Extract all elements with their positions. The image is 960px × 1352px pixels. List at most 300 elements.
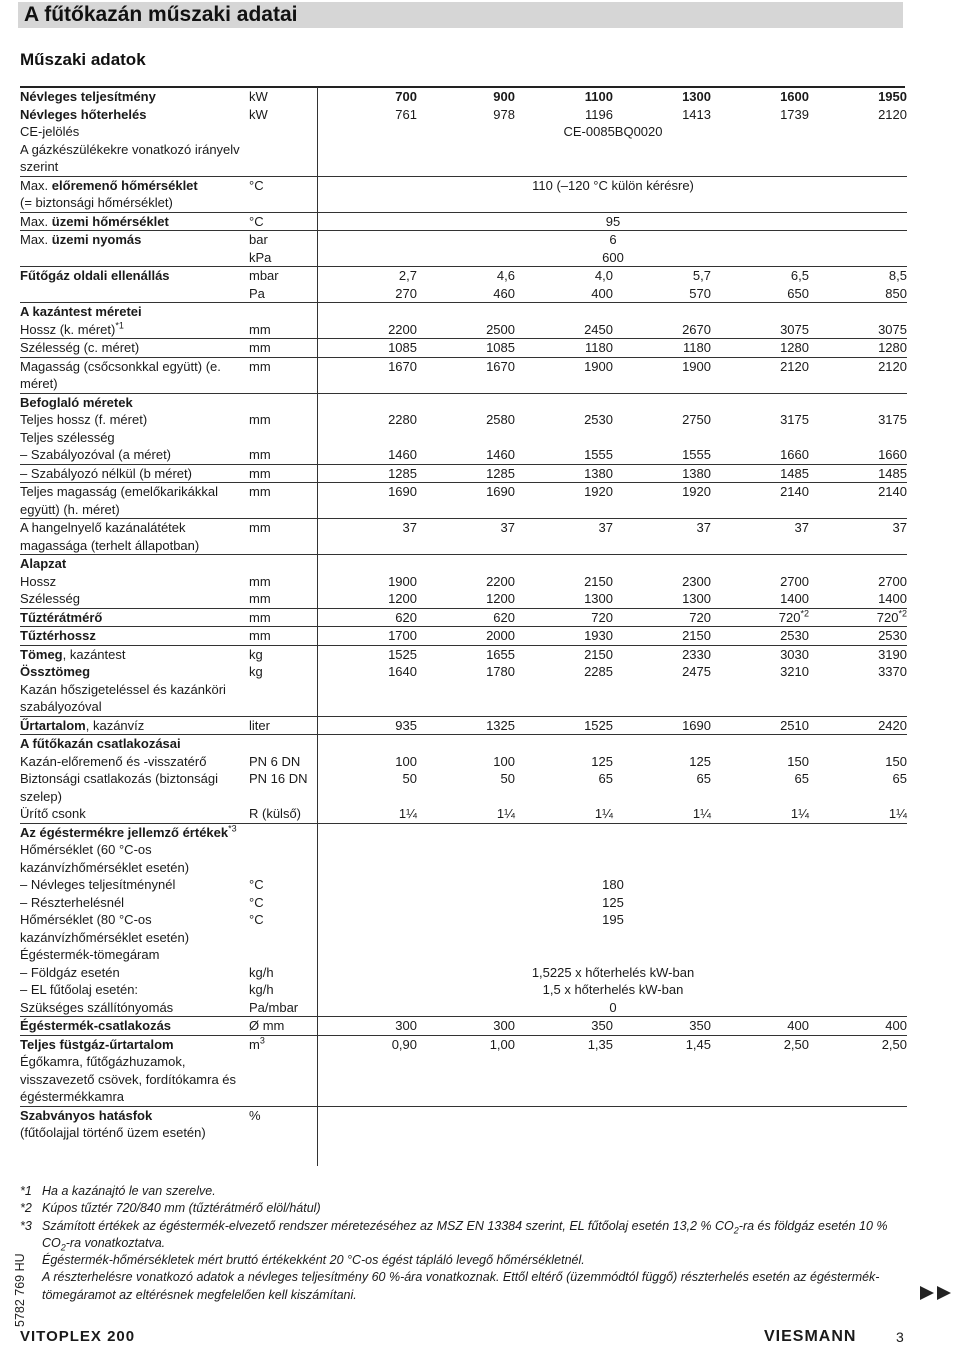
table-row (20, 1106, 907, 1142)
row-unit: kg/h (249, 964, 274, 980)
cell-value: 2120 (809, 357, 907, 393)
cell-value: 1460 (319, 446, 417, 464)
cell-value (417, 555, 515, 573)
row-label: – Szabályozóval (a méret) (20, 446, 249, 464)
cell-value: 350 (515, 1017, 613, 1036)
table-row (20, 735, 907, 753)
cell-value: 1920 (515, 483, 613, 519)
row-unit: kPa (249, 249, 319, 267)
cell-value (809, 393, 907, 411)
cell-value (319, 823, 417, 841)
cell-value: 350 (613, 1017, 711, 1036)
table-row (20, 981, 907, 999)
cell-value (809, 303, 907, 321)
table-row (20, 446, 907, 464)
row-label: Kazán-előremenő és -visszatérő (20, 753, 207, 769)
cell-value: 2000 (417, 627, 515, 646)
row-unit (249, 681, 319, 717)
cell-value (515, 946, 613, 964)
row-common-value: 125 (602, 894, 624, 910)
row-label: Fűtőgáz oldali ellenállás (20, 268, 170, 283)
cell-value (319, 1053, 417, 1106)
table-row (20, 645, 907, 663)
row-unit (249, 823, 319, 841)
cell-value (711, 841, 809, 876)
cell-value: 1¼ (809, 805, 907, 823)
brand-logo: VIESMANN (764, 1328, 857, 1345)
cell-value (613, 681, 711, 717)
cell-value: 700 (395, 89, 417, 104)
footnote (20, 1218, 910, 1253)
cell-value (319, 1106, 417, 1142)
cell-value (809, 429, 907, 447)
row-unit (249, 946, 319, 964)
table-row (20, 608, 907, 627)
row-common-value: 600 (319, 249, 907, 267)
cell-value: 1930 (515, 627, 613, 646)
cell-value (711, 555, 809, 573)
row-unit: kW (249, 106, 268, 122)
cell-value: 1380 (515, 464, 613, 483)
row-label: – Névleges teljesítménynél (20, 877, 176, 892)
page-number: 3 (896, 1329, 904, 1345)
row-common-value: 1,5225 x hőterhelés kW-ban (531, 964, 695, 980)
cell-value: 65 (892, 771, 907, 786)
cell-value (417, 303, 515, 321)
cell-value: 1180 (613, 339, 711, 358)
cell-value (417, 1053, 515, 1106)
cell-value: 1400 (809, 590, 907, 608)
cell-value: 1400 (711, 590, 809, 608)
cell-value: 1100 (584, 89, 613, 104)
table-row (20, 946, 907, 964)
cell-value: 3210 (780, 664, 809, 679)
row-label: Magasság (csőcsonkkal együtt) (e. méret) (20, 357, 249, 393)
table-row (20, 894, 907, 912)
row-label: Teljes szélesség (20, 429, 115, 445)
cell-value (613, 1053, 711, 1106)
cell-value: 65 (794, 771, 809, 786)
cell-value: 2580 (486, 412, 515, 427)
cell-value (711, 393, 809, 411)
table-row (20, 393, 907, 411)
row-unit: °C (249, 894, 264, 910)
cell-value: 1¼ (417, 805, 515, 823)
cell-value: 1555 (515, 446, 613, 464)
cell-value: 1085 (417, 339, 515, 358)
row-unit: kg (249, 646, 263, 662)
cell-value: 1325 (417, 716, 515, 735)
row-unit (249, 555, 319, 573)
cell-value: 1460 (417, 446, 515, 464)
footnote (20, 1269, 910, 1304)
cell-value: 1640 (388, 664, 417, 679)
cell-value: 1280 (809, 339, 907, 358)
row-label: Össztömeg (20, 664, 91, 679)
cell-value: 37 (809, 519, 907, 555)
row-label: Űrtartalom, kazánvíz (20, 716, 249, 735)
cell-value: 1525 (515, 716, 613, 735)
cell-value: 2150 (584, 646, 613, 662)
cell-value (417, 946, 515, 964)
cell-value (515, 735, 613, 753)
cell-value: 1380 (613, 464, 711, 483)
row-unit: liter (249, 716, 319, 735)
cell-value: 37 (515, 519, 613, 555)
cell-value: 300 (319, 1017, 417, 1036)
row-label: – Szabályozó nélkül (b méret) (20, 464, 249, 483)
cell-value: 1285 (319, 464, 417, 483)
footnote-text: Ha a kazánajtó le van szerelve. (42, 1184, 216, 1198)
row-unit: °C (249, 912, 264, 927)
row-label: Névleges hőterhelés (20, 106, 147, 122)
table-row (20, 911, 907, 946)
cell-value: 3075 (809, 321, 907, 339)
cell-value (711, 823, 809, 841)
cell-value: 100 (395, 753, 417, 769)
cell-value: 1780 (486, 664, 515, 679)
cell-value: 570 (613, 285, 711, 303)
row-unit: kW (249, 89, 268, 104)
cell-value (417, 393, 515, 411)
row-unit (249, 123, 319, 176)
cell-value (417, 681, 515, 717)
row-common-value: 6 (609, 232, 617, 247)
cell-value: 300 (417, 1017, 515, 1036)
row-label: A hangelnyelő kazánalátétek magassága (terhelt állapotban) (20, 519, 249, 555)
cell-value: 620 (319, 608, 417, 627)
cell-value: 1300 (515, 590, 613, 608)
footnote (20, 1183, 910, 1200)
cell-value: 3175 (878, 412, 907, 427)
cell-value: 2120 (878, 106, 907, 122)
cell-value: 3175 (780, 412, 809, 427)
row-label: Teljes hossz (f. méret) (20, 412, 148, 427)
table-row (20, 212, 907, 231)
row-label: Hossz (k. méret)$^{*1}$ (20, 321, 249, 339)
row-unit: mm (249, 590, 319, 608)
cell-value (613, 429, 711, 447)
cell-value (613, 303, 711, 321)
cell-value (809, 1106, 907, 1142)
cell-value (319, 681, 417, 717)
cell-value: 1660 (809, 446, 907, 464)
cell-value: 4,6 (496, 268, 515, 283)
table-row (20, 231, 907, 249)
cell-value (613, 1106, 711, 1142)
cell-value: 1525 (388, 646, 417, 662)
cell-value: 1485 (809, 464, 907, 483)
cell-value: 1300 (613, 590, 711, 608)
footnote-text: Számított értékek az égéstermék-elvezető rendszer méretezéséhez az MSZ EN 13384 szerint, EL fűtőolaj esetén 13,2 % $CO_2-ra$ és földgáz esetén 10 % $CO_2-ra$ vonatkoztatva. (42, 1218, 888, 1253)
table-row (20, 411, 907, 429)
cell-value: 1600 (780, 89, 809, 104)
row-label: Szükséges szállítónyomás (20, 999, 249, 1017)
row-label: A kazántest méretei (20, 304, 142, 319)
row-label: Tűztérhossz (20, 627, 249, 646)
cell-value: 2500 (417, 321, 515, 339)
cell-value: 2150 (584, 573, 613, 589)
cell-value (711, 681, 809, 717)
cell-value: 1300 (682, 89, 711, 104)
cell-value (515, 393, 613, 411)
row-unit: mm (249, 608, 319, 627)
cell-value (613, 946, 711, 964)
row-label: Teljes magasság (emelőkarikákkal együtt) (h. méret) (20, 483, 249, 519)
cell-value: 100 (493, 753, 515, 769)
cell-value (711, 303, 809, 321)
row-unit: mm (249, 464, 319, 483)
cell-value (809, 555, 907, 573)
document-code: 5782 769 HU (13, 1253, 27, 1327)
cell-value (515, 429, 613, 447)
table-row (20, 590, 907, 608)
cell-value: 0,90 (391, 1036, 417, 1052)
cell-value: 2530 (584, 412, 613, 427)
cell-value: 1900 (613, 357, 711, 393)
cell-value: 1670 (417, 357, 515, 393)
page-title: A fűtőkazán műszaki adatai (24, 3, 298, 26)
cell-value: 2700 (780, 573, 809, 589)
row-common-value: 180 (602, 877, 624, 892)
cell-value: 65 (598, 771, 613, 786)
cell-value: 2140 (711, 483, 809, 519)
cell-value: 850 (809, 285, 907, 303)
row-unit: Pa (249, 285, 319, 303)
table-row (20, 1035, 907, 1053)
row-unit: mm (249, 357, 319, 393)
table-row (20, 483, 907, 519)
cell-value: 37 (613, 519, 711, 555)
cell-value (515, 823, 613, 841)
table-row (20, 176, 907, 212)
row-unit: % (249, 1107, 261, 1123)
footnote-mark: *2 (20, 1201, 32, 1216)
cell-value (515, 681, 613, 717)
cell-value (711, 946, 809, 964)
next-page-arrows-icon (920, 1286, 954, 1300)
footnote-text: Égéstermék-hőmérsékletek mért bruttó értékekként 20 °C-os égést tápláló levegő hőmérsékletnél. (42, 1253, 585, 1268)
cell-value: 1¼ (319, 805, 417, 823)
row-common-value: CE-0085BQ0020 (319, 123, 907, 176)
cell-value: 1¼ (613, 805, 711, 823)
cell-value: 1485 (711, 464, 809, 483)
cell-value: 2330 (682, 646, 711, 662)
row-label: Teljes füstgáz-űrtartalom (20, 1036, 174, 1052)
cell-value: 50 (402, 771, 417, 786)
cell-value: 2200 (486, 573, 515, 589)
cell-value: 1900 (388, 573, 417, 589)
cell-value: 3190 (878, 646, 907, 662)
cell-value (613, 555, 711, 573)
cell-value: 2200 (319, 321, 417, 339)
cell-value: 270 (319, 285, 417, 303)
cell-value: 37 (319, 519, 417, 555)
cell-value: 978 (493, 106, 515, 122)
cell-value: 50 (500, 771, 515, 786)
footnote-mark: *3 (20, 1218, 32, 1233)
footnotes (20, 1183, 910, 1304)
row-label: Alapzat (20, 556, 67, 571)
row-label: Az égéstermékre jellemző értékek$^{*3}$ (20, 823, 237, 840)
table-row (20, 249, 907, 267)
cell-value: 3370 (878, 664, 907, 679)
cell-value: 2530 (809, 627, 907, 646)
cell-value: 2670 (613, 321, 711, 339)
cell-value: 620 (417, 608, 515, 627)
row-unit: kg/h (249, 982, 274, 997)
row-unit: °C (249, 176, 319, 212)
row-unit: Ø mm (249, 1017, 319, 1036)
row-unit: R (külső) (249, 805, 319, 823)
table-row (20, 88, 907, 106)
cell-value: 2120 (711, 357, 809, 393)
table-row (20, 841, 907, 876)
row-label: – EL fűtőolaj esetén: (20, 982, 139, 997)
table-row (20, 1017, 907, 1036)
cell-value (809, 946, 907, 964)
table-row (20, 627, 907, 646)
table-row (20, 823, 907, 841)
row-unit: mm (249, 321, 319, 339)
cell-value (809, 841, 907, 876)
row-label: Hőmérséklet (80 °C-os kazánvízhőmérséklet esetén) (20, 912, 190, 945)
footnote (20, 1252, 910, 1269)
row-unit: °C (249, 212, 319, 231)
cell-value: 1¼ (515, 805, 613, 823)
cell-value (711, 1106, 809, 1142)
row-unit: mm (249, 627, 319, 646)
row-unit: $m^3$ (249, 1035, 265, 1052)
row-unit: mm (249, 573, 271, 589)
cell-value (515, 1053, 613, 1106)
cell-value: 1200 (319, 590, 417, 608)
section-title: Műszaki adatok (20, 50, 146, 69)
footer-product-name: VITOPLEX 200 (20, 1328, 136, 1345)
cell-value: 2,50 (783, 1036, 809, 1052)
cell-value: 2,7 (398, 268, 417, 283)
table-row (20, 519, 907, 555)
cell-value: 1,45 (685, 1036, 711, 1052)
cell-value: 65 (696, 771, 711, 786)
row-label: Max. előremenő hőmérséklet (= biztonsági hőmérséklet) (20, 176, 249, 212)
row-label: Kazán hőszigeteléssel és kazánköri szabályozóval (20, 681, 249, 717)
table-row (20, 663, 907, 681)
cell-value (515, 303, 613, 321)
cell-value: 1085 (319, 339, 417, 358)
cell-value (809, 735, 907, 753)
row-common-value: 1,5 x hőterhelés kW-ban (542, 982, 684, 997)
row-label: Szabványos hatásfok (fűtőolajjal történő üzem esetén) (20, 1107, 206, 1140)
cell-value: 1280 (711, 339, 809, 358)
cell-value (613, 841, 711, 876)
cell-value (711, 735, 809, 753)
cell-value: 1660 (711, 446, 809, 464)
cell-value (417, 735, 515, 753)
row-label: Égéstermék-tömegáram (20, 947, 160, 962)
row-label: Tömeg, kazántest (20, 646, 126, 662)
row-label: Szélesség (20, 590, 249, 608)
table-row (20, 1053, 907, 1106)
row-label: – Részterhelésnél (20, 894, 125, 910)
cell-value: 4,0 (594, 268, 613, 283)
cell-value (417, 841, 515, 876)
row-label: Biztonsági csatlakozás (biztonsági szelep) (20, 771, 218, 804)
cell-value: 2750 (682, 412, 711, 427)
cell-value: 2,50 (881, 1036, 907, 1052)
cell-value: 2150 (613, 627, 711, 646)
cell-value: 1196 (585, 106, 613, 122)
row-label: Max. üzemi hőmérséklet (20, 212, 249, 231)
cell-value: 125 (689, 753, 711, 769)
table-row (20, 805, 907, 823)
table-row (20, 339, 907, 358)
cell-value: 1700 (319, 627, 417, 646)
cell-value: 1739 (780, 106, 809, 122)
cell-value: 2280 (388, 412, 417, 427)
row-unit (249, 303, 319, 321)
row-unit: mm (249, 339, 319, 358)
cell-value (515, 841, 613, 876)
table-row (20, 464, 907, 483)
row-unit: PN 16 DN (249, 771, 308, 786)
row-unit: mm (249, 446, 319, 464)
cell-value: 1,00 (489, 1036, 515, 1052)
cell-value (515, 555, 613, 573)
footnote (20, 1200, 910, 1217)
row-label: Tűztérátmérő (20, 608, 249, 627)
row-label: Égőkamra, fűtőgázhuzamok, visszavezető csövek, fordítókamra és égéstermékkamra (20, 1053, 249, 1106)
table-row (20, 716, 907, 735)
technical-data-table (20, 88, 907, 1142)
cell-value (319, 735, 417, 753)
cell-value: 1180 (515, 339, 613, 358)
cell-value (809, 823, 907, 841)
cell-value: 720$^{*2}$ (809, 608, 907, 627)
cell-value: 2420 (809, 716, 907, 735)
cell-value: 3075 (711, 321, 809, 339)
table-row (20, 106, 907, 124)
row-common-value: 110 (–120 °C külön kérésre) (319, 176, 907, 212)
cell-value: 150 (885, 753, 907, 769)
table-row (20, 876, 907, 894)
cell-value (809, 681, 907, 717)
cell-value: 900 (493, 89, 515, 104)
row-unit (249, 1053, 319, 1106)
cell-value: 1920 (613, 483, 711, 519)
cell-value (417, 429, 515, 447)
cell-value: 460 (417, 285, 515, 303)
row-label: CE-jelölés A gázkészülékekre vonatkozó irányelv szerint (20, 123, 249, 176)
cell-value: 1655 (486, 646, 515, 662)
row-label: Szélesség (c. méret) (20, 339, 249, 358)
cell-value: 2475 (682, 664, 711, 679)
cell-value (711, 429, 809, 447)
row-unit: mbar (249, 268, 279, 283)
row-label (20, 249, 249, 267)
cell-value: 400 (515, 285, 613, 303)
cell-value: 37 (417, 519, 515, 555)
table-row (20, 123, 907, 176)
row-unit (249, 735, 319, 753)
footnote-mark: *1 (20, 1184, 32, 1198)
cell-value: 125 (591, 753, 613, 769)
table-row (20, 555, 907, 573)
cell-value: 650 (711, 285, 809, 303)
table-row (20, 303, 907, 321)
cell-value (515, 1106, 613, 1142)
table-row (20, 964, 907, 982)
